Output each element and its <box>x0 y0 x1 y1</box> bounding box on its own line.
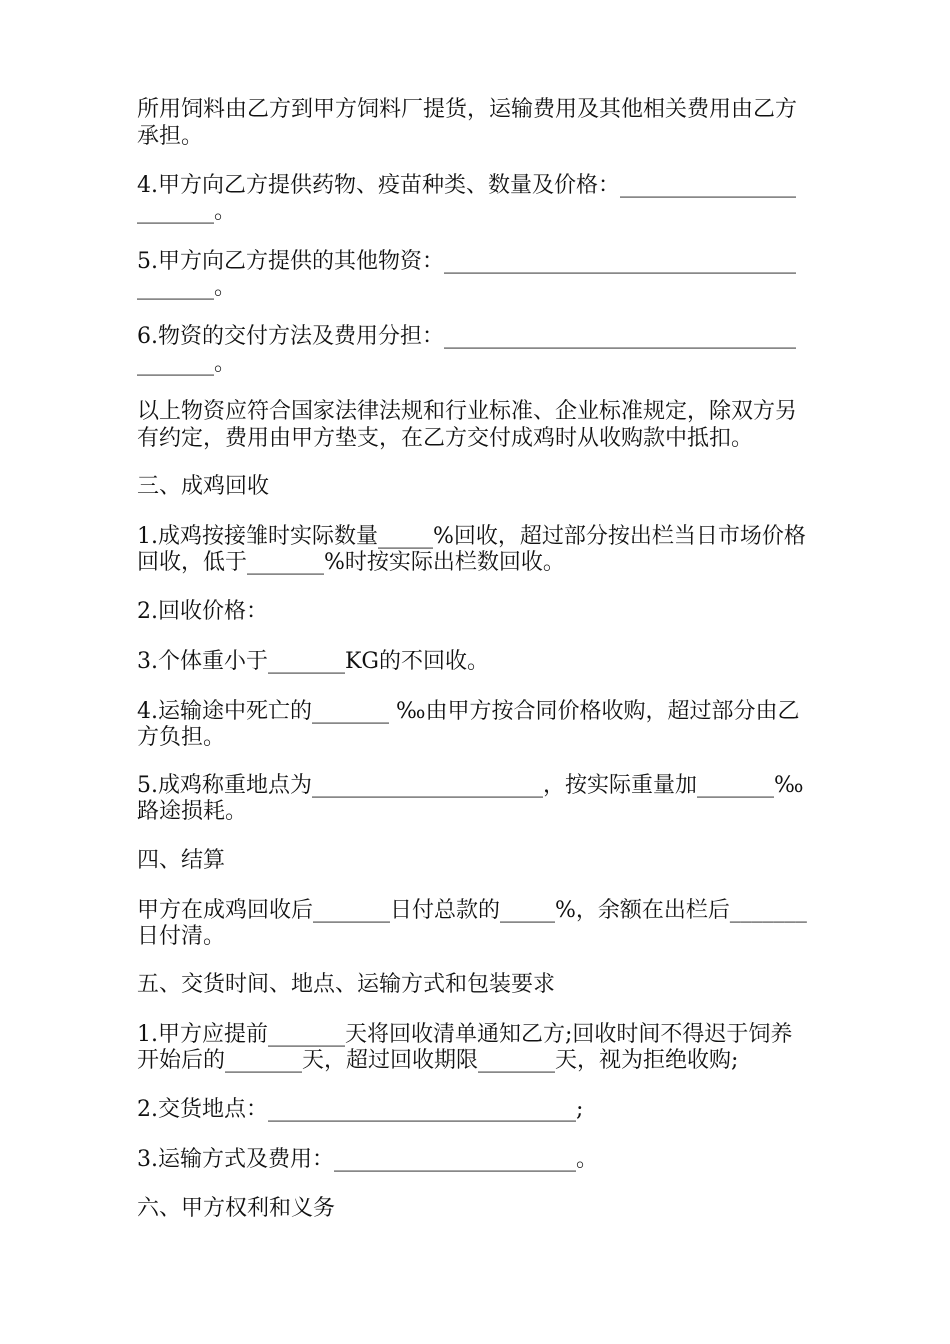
item-3-2-price: 2.回收价格： <box>137 599 268 624</box>
paragraph-settlement-line-1: 甲方在成鸡回收后_______日付总款的_____%，余额在出栏后_______ <box>137 898 807 923</box>
item-6-delivery-method-line-2: _______。 <box>137 351 237 376</box>
section-5-heading: 五、交货时间、地点、运输方式和包装要求 <box>137 972 556 997</box>
item-5-3-transport-cost: 3.运输方式及费用：______________________。 <box>137 1147 598 1172</box>
item-6-delivery-method-line-1: 6.物资的交付方法及费用分担：________________________________ <box>137 324 796 349</box>
paragraph-standards-line-2: 有约定，费用由甲方垫支，在乙方交付成鸡时从收购款中抵扣。 <box>137 426 754 451</box>
item-3-4-transport-death-line-1: 4.运输途中死亡的_______ ‰由甲方按合同价格收购，超过部分由乙 <box>137 699 800 724</box>
section-3-heading: 三、成鸡回收 <box>137 474 270 499</box>
item-3-4-transport-death-line-2: 方负担。 <box>137 725 226 750</box>
item-5-1-notice-line-1: 1.甲方应提前_______天将回收清单通知乙方;回收时间不得迟于饲养 <box>137 1022 793 1047</box>
item-4-medicine-line-2: _______。 <box>137 199 237 224</box>
paragraph-settlement-line-2: 日付清。 <box>137 924 226 949</box>
item-3-1-recovery-line-2: 回收，低于_______%时按实际出栏数回收。 <box>137 550 565 575</box>
item-5-other-materials-line-1: 5.甲方向乙方提供的其他物资：________________________________ <box>137 249 796 274</box>
item-3-3-weight: 3.个体重小于_______KG的不回收。 <box>137 649 490 674</box>
item-3-5-weighing-line-1: 5.成鸡称重地点为_____________________，按实际重量加_______‰ <box>137 773 804 798</box>
item-3-5-weighing-line-2: 路途损耗。 <box>137 799 248 824</box>
item-5-1-notice-line-2: 开始后的_______天，超过回收期限_______天，视为拒绝收购; <box>137 1048 739 1073</box>
paragraph-standards-line-1: 以上物资应符合国家法律法规和行业标准、企业标准规定，除双方另 <box>137 399 798 424</box>
item-3-1-recovery-line-1: 1.成鸡按接雏时实际数量_____%回收，超过部分按出栏当日市场价格 <box>137 524 806 549</box>
item-5-other-materials-line-2: _______。 <box>137 275 237 300</box>
section-4-heading: 四、结算 <box>137 848 226 873</box>
item-4-medicine-line-1: 4.甲方向乙方提供药物、疫苗种类、数量及价格：________________ <box>137 173 796 198</box>
paragraph-feed-pickup-line-1: 所用饲料由乙方到甲方饲料厂提货，运输费用及其他相关费用由乙方 <box>137 97 798 122</box>
paragraph-feed-pickup-line-2: 承担。 <box>137 124 204 149</box>
section-6-heading: 六、甲方权利和义务 <box>137 1196 336 1221</box>
item-5-2-delivery-place: 2.交货地点：____________________________; <box>137 1097 584 1122</box>
